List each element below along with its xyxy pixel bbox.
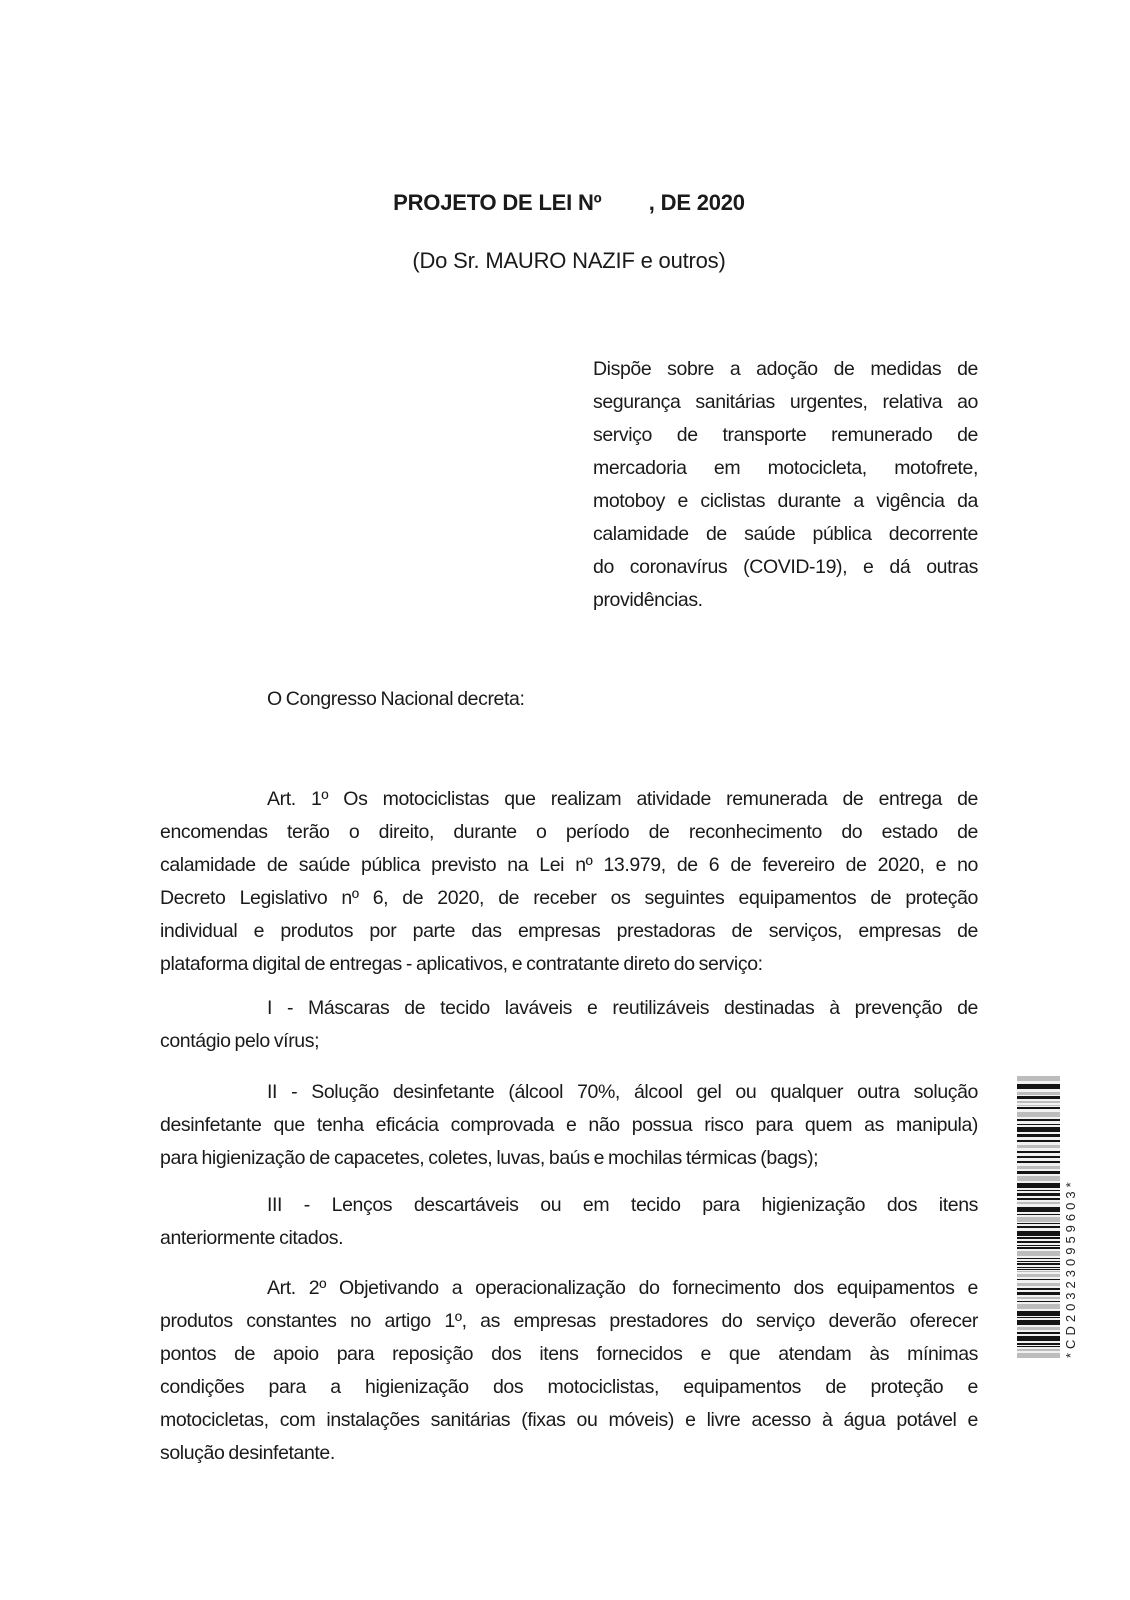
text-line: Art. 1º Os motociclistas que realizam atividade remunerada de entrega de bbox=[267, 788, 978, 810]
ementa-summary bbox=[593, 353, 978, 617]
text-line: para higienização de capacetes, coletes, luvas, baús e mochilas térmicas (bags); bbox=[160, 1147, 819, 1169]
paragraph-item-ii bbox=[160, 1076, 978, 1175]
text-line: condições para a higienização dos motociclistas, equipamentos de proteção e bbox=[160, 1376, 978, 1398]
text-line: segurança sanitárias urgentes, relativa ao bbox=[593, 391, 978, 413]
text-line: desinfetante que tenha eficácia comprovada e não possua risco para quem as manipula) bbox=[160, 1114, 978, 1136]
text-line: produtos constantes no artigo 1º, as empresas prestadores do serviço deverão oferecer bbox=[160, 1310, 978, 1332]
document-byline: (Do Sr. MAURO NAZIF e outros) bbox=[412, 248, 726, 273]
text-line: plataforma digital de entregas - aplicativos, e contratante direto do serviço: bbox=[160, 953, 763, 975]
text-line: motocicletas, com instalações sanitárias (fixas ou móveis) e livre acesso à água potável e bbox=[160, 1409, 978, 1431]
text-line: individual e produtos por parte das empresas prestadoras de serviços, empresas de bbox=[160, 920, 978, 942]
text-line: II - Solução desinfetante (álcool 70%, álcool gel ou qualquer outra solução bbox=[267, 1081, 978, 1103]
barcode-icon bbox=[1017, 1076, 1060, 1358]
text-line: encomendas terão o direito, durante o período de reconhecimento do estado de bbox=[160, 821, 978, 843]
decree-line: O Congresso Nacional decreta: bbox=[267, 688, 525, 710]
text-line: anteriormente citados. bbox=[160, 1227, 344, 1249]
paragraph-art-1 bbox=[160, 783, 978, 981]
paragraph-item-iii bbox=[160, 1189, 978, 1255]
text-line: I - Máscaras de tecido laváveis e reutilizáveis destinadas à prevenção de bbox=[267, 997, 978, 1019]
barcode-text: *CD203230959603* bbox=[1063, 1178, 1078, 1358]
text-line: III - Lenços descartáveis ou em tecido para higienização dos itens bbox=[267, 1194, 978, 1216]
barcode-value bbox=[1062, 1076, 1080, 1358]
text-line: calamidade de saúde pública previsto na Lei nº 13.979, de 6 de fevereiro de 2020, e no bbox=[160, 854, 978, 876]
text-line: serviço de transporte remunerado de bbox=[593, 424, 978, 446]
text-line: providências. bbox=[593, 589, 703, 611]
paragraph-item-i bbox=[160, 992, 978, 1058]
text-line: Decreto Legislativo nº 6, de 2020, de receber os seguintes equipamentos de proteção bbox=[160, 887, 978, 909]
text-line: Art. 2º Objetivando a operacionalização do fornecimento dos equipamentos e bbox=[267, 1277, 978, 1299]
text-line: solução desinfetante. bbox=[160, 1442, 335, 1464]
text-line: pontos de apoio para reposição dos itens fornecidos e que atendam às mínimas bbox=[160, 1343, 978, 1365]
document-body bbox=[160, 0, 978, 1470]
text-line: contágio pelo vírus; bbox=[160, 1030, 320, 1052]
document-title: PROJETO DE LEI Nº , DE 2020 bbox=[393, 190, 745, 215]
text-line: motoboy e ciclistas durante a vigência da bbox=[593, 490, 978, 512]
text-line: do coronavírus (COVID-19), e dá outras bbox=[593, 556, 978, 578]
paragraph-art-2 bbox=[160, 1272, 978, 1470]
text-line: Dispõe sobre a adoção de medidas de bbox=[593, 358, 978, 380]
text-line: mercadoria em motocicleta, motofrete, bbox=[593, 457, 978, 479]
text-line: calamidade de saúde pública decorrente bbox=[593, 523, 978, 545]
